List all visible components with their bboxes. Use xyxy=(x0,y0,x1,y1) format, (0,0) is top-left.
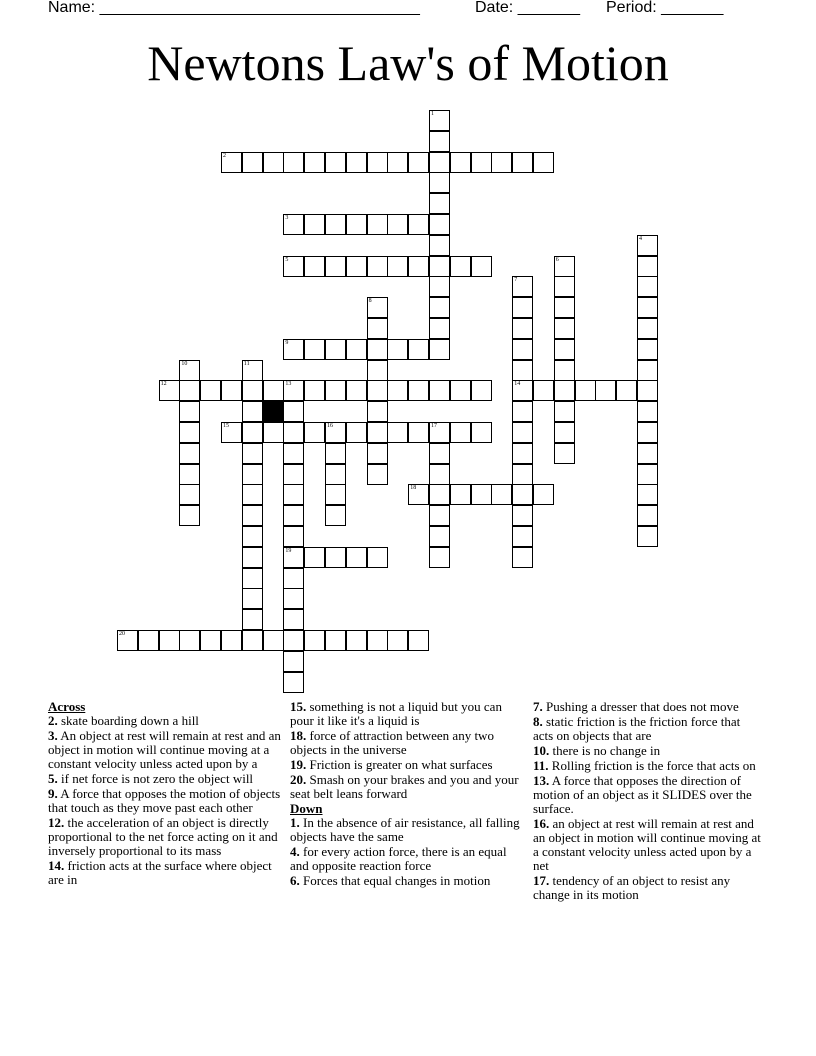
grid-cell[interactable] xyxy=(471,152,492,173)
grid-cell[interactable] xyxy=(637,505,658,526)
grid-cell[interactable] xyxy=(512,152,533,173)
grid-cell[interactable] xyxy=(554,256,575,277)
grid-cell[interactable] xyxy=(512,505,533,526)
grid-cell[interactable] xyxy=(512,484,533,505)
grid-cell[interactable] xyxy=(263,152,284,173)
grid-cell[interactable] xyxy=(242,505,263,526)
page-title: Newtons Law's of Motion xyxy=(147,35,669,91)
clue-item-text: there is no change in xyxy=(552,743,661,758)
clue-item xyxy=(48,729,283,771)
clue-item-text: the acceleration of an object is directly proportional to the net force acting on it and inversely proportional to its mass xyxy=(48,815,278,858)
grid-cell[interactable] xyxy=(346,256,367,277)
grid-cell[interactable] xyxy=(429,422,450,443)
grid-cell[interactable] xyxy=(242,360,263,381)
grid-cell[interactable] xyxy=(429,256,450,277)
clue-item-text: tendency of an object to resist any change in its motion xyxy=(533,873,731,902)
grid-cell[interactable] xyxy=(367,214,388,235)
clue-item xyxy=(533,817,763,873)
grid-cell[interactable] xyxy=(512,297,533,318)
clue-item xyxy=(290,700,522,728)
clue-number: 12 xyxy=(160,381,167,388)
grid-cell[interactable] xyxy=(512,526,533,547)
grid-cell[interactable] xyxy=(471,422,492,443)
grid-cell[interactable] xyxy=(179,443,200,464)
grid-cell[interactable] xyxy=(429,152,450,173)
grid-cell[interactable] xyxy=(200,380,221,401)
grid-cell[interactable] xyxy=(429,193,450,214)
grid-cell[interactable] xyxy=(367,256,388,277)
grid-cell[interactable] xyxy=(346,339,367,360)
clue-item-number: 15. xyxy=(290,699,307,714)
clue-number: 4 xyxy=(639,235,642,242)
grid-cell[interactable] xyxy=(283,214,304,235)
grid-cell[interactable] xyxy=(429,276,450,297)
grid-cell[interactable] xyxy=(304,630,325,651)
grid-cell[interactable] xyxy=(408,422,429,443)
grid-cell[interactable] xyxy=(637,235,658,256)
across-heading: Across xyxy=(48,699,86,714)
grid-cell[interactable] xyxy=(554,339,575,360)
grid-cell[interactable] xyxy=(283,422,304,443)
grid-cell[interactable] xyxy=(242,568,263,589)
clue-item-text: An object at rest will remain at rest and an object in motion will continue moving at a constant velocity unless acted upon by a xyxy=(48,728,281,771)
grid-cell[interactable] xyxy=(429,505,450,526)
grid-cell[interactable] xyxy=(554,297,575,318)
grid-cell[interactable] xyxy=(283,526,304,547)
grid-cell[interactable] xyxy=(283,152,304,173)
grid-cell[interactable] xyxy=(637,422,658,443)
clue-number: 13 xyxy=(285,381,292,388)
clue-item-text: In the absence of air resistance, all falling objects have the same xyxy=(290,815,520,844)
date-field: Date: _______ xyxy=(475,0,580,16)
grid-cell[interactable] xyxy=(367,360,388,381)
grid-cell[interactable] xyxy=(242,484,263,505)
grid-cell[interactable] xyxy=(387,630,408,651)
grid-cell[interactable] xyxy=(512,318,533,339)
grid-cell[interactable] xyxy=(429,110,450,131)
grid-cell[interactable] xyxy=(179,464,200,485)
grid-cell[interactable] xyxy=(429,464,450,485)
black-square xyxy=(263,401,284,422)
grid-cell[interactable] xyxy=(554,380,575,401)
grid-cell[interactable] xyxy=(221,422,242,443)
clue-number: 17 xyxy=(431,423,437,429)
clue-item xyxy=(533,744,763,758)
grid-cell[interactable] xyxy=(408,380,429,401)
grid-cell[interactable] xyxy=(512,547,533,568)
down-heading: Down xyxy=(290,801,323,816)
grid-cell[interactable] xyxy=(387,152,408,173)
grid-cell[interactable] xyxy=(304,380,325,401)
grid-cell[interactable] xyxy=(512,380,533,401)
grid-cell[interactable] xyxy=(304,547,325,568)
grid-cell[interactable] xyxy=(637,318,658,339)
grid-cell[interactable] xyxy=(179,401,200,422)
clue-column-3 xyxy=(533,700,763,903)
clue-item-text: if net force is not zero the object will xyxy=(61,771,254,786)
grid-cell[interactable] xyxy=(616,380,637,401)
grid-cell[interactable] xyxy=(637,380,658,401)
clue-item-number: 7. xyxy=(533,699,543,714)
grid-cell[interactable] xyxy=(450,484,471,505)
grid-cell[interactable] xyxy=(304,422,325,443)
clue-number: 10 xyxy=(181,360,188,367)
clue-item-text: something is not a liquid but you can pour it like it's a liquid is xyxy=(290,699,502,728)
grid-cell[interactable] xyxy=(554,401,575,422)
grid-cell[interactable] xyxy=(408,484,429,505)
grid-cell[interactable] xyxy=(367,152,388,173)
grid-cell[interactable] xyxy=(283,484,304,505)
grid-cell[interactable] xyxy=(221,380,242,401)
grid-cell[interactable] xyxy=(637,339,658,360)
grid-cell[interactable] xyxy=(325,214,346,235)
grid-cell[interactable] xyxy=(367,380,388,401)
clue-item-text: Smash on your brakes and you and your seat belt leans forward xyxy=(290,772,519,801)
clue-item xyxy=(533,715,763,743)
grid-cell[interactable] xyxy=(429,318,450,339)
clue-number: 2 xyxy=(223,152,226,159)
clue-item xyxy=(290,816,522,844)
clue-item xyxy=(48,816,283,858)
grid-cell[interactable] xyxy=(512,401,533,422)
clue-item xyxy=(48,787,283,815)
grid-cell[interactable] xyxy=(637,276,658,297)
grid-cell[interactable] xyxy=(533,152,554,173)
grid-cell[interactable] xyxy=(242,401,263,422)
grid-cell[interactable] xyxy=(512,422,533,443)
grid-cell[interactable] xyxy=(471,256,492,277)
clue-number: 8 xyxy=(368,298,372,305)
grid-cell[interactable] xyxy=(367,630,388,651)
grid-cell[interactable] xyxy=(637,401,658,422)
clue-column-2 xyxy=(290,700,522,889)
grid-cell[interactable] xyxy=(429,131,450,152)
grid-cell[interactable] xyxy=(242,630,263,651)
clue-item-number: 8. xyxy=(533,714,543,729)
clue-item xyxy=(290,729,522,757)
grid-cell[interactable] xyxy=(637,297,658,318)
grid-cell[interactable] xyxy=(367,464,388,485)
grid-cell[interactable] xyxy=(117,630,138,651)
grid-cell[interactable] xyxy=(325,422,346,443)
clue-item-text: skate boarding down a hill xyxy=(61,713,199,728)
grid-cell[interactable] xyxy=(533,380,554,401)
clue-item-text: Rolling friction is the force that acts on xyxy=(551,758,756,773)
grid-cell[interactable] xyxy=(346,547,367,568)
grid-cell[interactable] xyxy=(512,360,533,381)
grid-cell[interactable] xyxy=(554,422,575,443)
grid-cell[interactable] xyxy=(637,256,658,277)
grid-cell[interactable] xyxy=(304,339,325,360)
grid-cell[interactable] xyxy=(554,443,575,464)
grid-cell[interactable] xyxy=(138,630,159,651)
clue-number: 9 xyxy=(285,339,289,346)
clue-number: 18 xyxy=(410,485,417,492)
clue-item xyxy=(290,758,522,772)
clue-item-number: 6. xyxy=(290,873,300,888)
grid-cell[interactable] xyxy=(429,443,450,464)
grid-cell[interactable] xyxy=(242,443,263,464)
grid-cell[interactable] xyxy=(429,380,450,401)
grid-cell[interactable] xyxy=(491,484,512,505)
clue-item-number: 13. xyxy=(533,773,550,788)
clue-number: 6 xyxy=(555,256,559,263)
grid-cell[interactable] xyxy=(221,152,242,173)
grid-cell[interactable] xyxy=(283,547,304,568)
grid-cell[interactable] xyxy=(283,609,304,630)
grid-cell[interactable] xyxy=(346,380,367,401)
grid-cell[interactable] xyxy=(408,630,429,651)
clue-item xyxy=(290,874,522,888)
grid-cell[interactable] xyxy=(512,443,533,464)
clue-number: 11 xyxy=(243,360,250,367)
grid-cell[interactable] xyxy=(387,422,408,443)
grid-cell[interactable] xyxy=(554,360,575,381)
grid-cell[interactable] xyxy=(637,443,658,464)
grid-cell[interactable] xyxy=(242,464,263,485)
grid-cell[interactable] xyxy=(346,422,367,443)
clue-item-text: Pushing a dresser that does not move xyxy=(546,699,739,714)
grid-cell[interactable] xyxy=(283,588,304,609)
grid-cell[interactable] xyxy=(325,505,346,526)
clue-item-number: 16. xyxy=(533,816,550,831)
grid-cell[interactable] xyxy=(533,484,554,505)
clue-item xyxy=(48,772,283,786)
grid-cell[interactable] xyxy=(429,297,450,318)
grid-cell[interactable] xyxy=(325,339,346,360)
grid-cell[interactable] xyxy=(367,339,388,360)
grid-cell[interactable] xyxy=(179,380,200,401)
grid-cell[interactable] xyxy=(367,318,388,339)
grid-cell[interactable] xyxy=(242,380,263,401)
grid-cell[interactable] xyxy=(575,380,596,401)
grid-cell[interactable] xyxy=(367,297,388,318)
grid-cell[interactable] xyxy=(408,339,429,360)
grid-cell[interactable] xyxy=(429,235,450,256)
grid-cell[interactable] xyxy=(283,256,304,277)
grid-cell[interactable] xyxy=(637,484,658,505)
grid-cell[interactable] xyxy=(554,276,575,297)
grid-cell[interactable] xyxy=(179,422,200,443)
grid-cell[interactable] xyxy=(283,568,304,589)
grid-cell[interactable] xyxy=(346,630,367,651)
clue-number: 3 xyxy=(285,215,289,221)
grid-cell[interactable] xyxy=(263,422,284,443)
grid-cell[interactable] xyxy=(512,339,533,360)
grid-cell[interactable] xyxy=(283,464,304,485)
clue-item-number: 14. xyxy=(48,858,65,873)
grid-cell[interactable] xyxy=(408,256,429,277)
grid-cell[interactable] xyxy=(512,464,533,485)
grid-cell[interactable] xyxy=(242,422,263,443)
clue-number: 20 xyxy=(119,631,125,637)
clue-item xyxy=(533,759,763,773)
name-field: Name: ____________________________________ xyxy=(48,0,420,16)
grid-cell[interactable] xyxy=(450,380,471,401)
grid-cell[interactable] xyxy=(283,380,304,401)
grid-cell[interactable] xyxy=(367,422,388,443)
grid-cell[interactable] xyxy=(283,672,304,693)
grid-cell[interactable] xyxy=(429,484,450,505)
grid-cell[interactable] xyxy=(242,152,263,173)
clue-item-number: 18. xyxy=(290,728,307,743)
grid-cell[interactable] xyxy=(283,651,304,672)
clue-item xyxy=(48,714,283,728)
grid-cell[interactable] xyxy=(637,360,658,381)
clue-item-text: for every action force, there is an equal and opposite reaction force xyxy=(290,844,507,873)
clue-item-number: 11. xyxy=(533,758,549,773)
clue-number: 5 xyxy=(285,256,289,263)
grid-cell[interactable] xyxy=(179,505,200,526)
clue-number: 19 xyxy=(285,547,292,554)
grid-cell[interactable] xyxy=(387,380,408,401)
grid-cell[interactable] xyxy=(304,214,325,235)
clue-number: 14 xyxy=(514,381,521,388)
clue-item-number: 17. xyxy=(533,873,550,888)
clue-item-number: 4. xyxy=(290,844,300,859)
grid-cell[interactable] xyxy=(554,318,575,339)
clue-item xyxy=(533,700,763,714)
clue-item xyxy=(533,774,763,816)
grid-cell[interactable] xyxy=(429,547,450,568)
clue-number: 7 xyxy=(514,277,518,284)
grid-cell[interactable] xyxy=(325,484,346,505)
grid-cell[interactable] xyxy=(283,505,304,526)
grid-cell[interactable] xyxy=(304,256,325,277)
grid-cell[interactable] xyxy=(283,401,304,422)
grid-cell[interactable] xyxy=(367,443,388,464)
grid-cell[interactable] xyxy=(179,484,200,505)
grid-cell[interactable] xyxy=(325,464,346,485)
grid-cell[interactable] xyxy=(346,152,367,173)
clue-item-number: 3. xyxy=(48,728,58,743)
period-field: Period: _______ xyxy=(606,0,724,16)
grid-cell[interactable] xyxy=(325,547,346,568)
clue-item-text: an object at rest will remain at rest and an object in motion will continue moving at a constant velocity unless acted upon by a net xyxy=(533,816,761,873)
grid-cell[interactable] xyxy=(325,443,346,464)
grid-cell[interactable] xyxy=(283,339,304,360)
clue-item xyxy=(533,874,763,902)
clue-item-text: A force that opposes the motion of objects that touch as they move past each other xyxy=(48,786,281,815)
grid-cell[interactable] xyxy=(325,256,346,277)
grid-cell[interactable] xyxy=(491,152,512,173)
clue-number: 1 xyxy=(431,111,434,117)
clue-item-text: A force that opposes the direction of motion of an object as it SLIDES over the surface. xyxy=(533,773,752,816)
grid-cell[interactable] xyxy=(283,443,304,464)
grid-cell[interactable] xyxy=(429,172,450,193)
clue-item-text: force of attraction between any two objects in the universe xyxy=(290,728,494,757)
grid-cell[interactable] xyxy=(367,401,388,422)
grid-cell[interactable] xyxy=(408,152,429,173)
grid-cell[interactable] xyxy=(179,630,200,651)
grid-cell[interactable] xyxy=(471,484,492,505)
grid-cell[interactable] xyxy=(325,152,346,173)
grid-cell[interactable] xyxy=(387,256,408,277)
grid-cell[interactable] xyxy=(429,339,450,360)
clue-item-number: 5. xyxy=(48,771,58,786)
grid-cell[interactable] xyxy=(283,630,304,651)
grid-cell[interactable] xyxy=(429,214,450,235)
grid-cell[interactable] xyxy=(159,380,180,401)
grid-cell[interactable] xyxy=(304,152,325,173)
grid-cell[interactable] xyxy=(159,630,180,651)
clue-item-number: 10. xyxy=(533,743,550,758)
grid-cell[interactable] xyxy=(325,630,346,651)
clue-number: 15 xyxy=(223,423,229,429)
grid-cell[interactable] xyxy=(450,152,471,173)
grid-cell[interactable] xyxy=(263,380,284,401)
clue-item-number: 19. xyxy=(290,757,307,772)
grid-cell[interactable] xyxy=(387,214,408,235)
clue-item-number: 9. xyxy=(48,786,58,801)
clue-item-number: 2. xyxy=(48,713,58,728)
grid-cell[interactable] xyxy=(471,380,492,401)
clue-item-text: Forces that equal changes in motion xyxy=(303,873,491,888)
grid-cell[interactable] xyxy=(263,630,284,651)
grid-cell[interactable] xyxy=(637,464,658,485)
clue-item xyxy=(290,845,522,873)
grid-cell[interactable] xyxy=(595,380,616,401)
clue-item-number: 12. xyxy=(48,815,65,830)
grid-cell[interactable] xyxy=(450,422,471,443)
grid-cell[interactable] xyxy=(242,609,263,630)
grid-cell[interactable] xyxy=(242,588,263,609)
clue-item-text: static friction is the friction force that acts on objects that are xyxy=(533,714,741,743)
clue-column-1 xyxy=(48,700,283,888)
clue-item xyxy=(48,859,283,887)
clue-item-number: 20. xyxy=(290,772,307,787)
grid-cell[interactable] xyxy=(325,380,346,401)
grid-cell[interactable] xyxy=(637,526,658,547)
grid-cell[interactable] xyxy=(450,256,471,277)
grid-cell[interactable] xyxy=(408,214,429,235)
clue-item-text: friction acts at the surface where object are in xyxy=(48,858,272,887)
clue-item-number: 1. xyxy=(290,815,300,830)
grid-cell[interactable] xyxy=(367,547,388,568)
clue-number: 16 xyxy=(327,423,333,429)
grid-cell[interactable] xyxy=(200,630,221,651)
grid-cell[interactable] xyxy=(429,526,450,547)
grid-cell[interactable] xyxy=(242,526,263,547)
clue-item-text: Friction is greater on what surfaces xyxy=(309,757,493,772)
grid-cell[interactable] xyxy=(512,276,533,297)
grid-cell[interactable] xyxy=(242,547,263,568)
grid-cell[interactable] xyxy=(387,339,408,360)
clue-item xyxy=(290,773,522,801)
grid-cell[interactable] xyxy=(346,214,367,235)
grid-cell[interactable] xyxy=(221,630,242,651)
grid-cell[interactable] xyxy=(179,360,200,381)
